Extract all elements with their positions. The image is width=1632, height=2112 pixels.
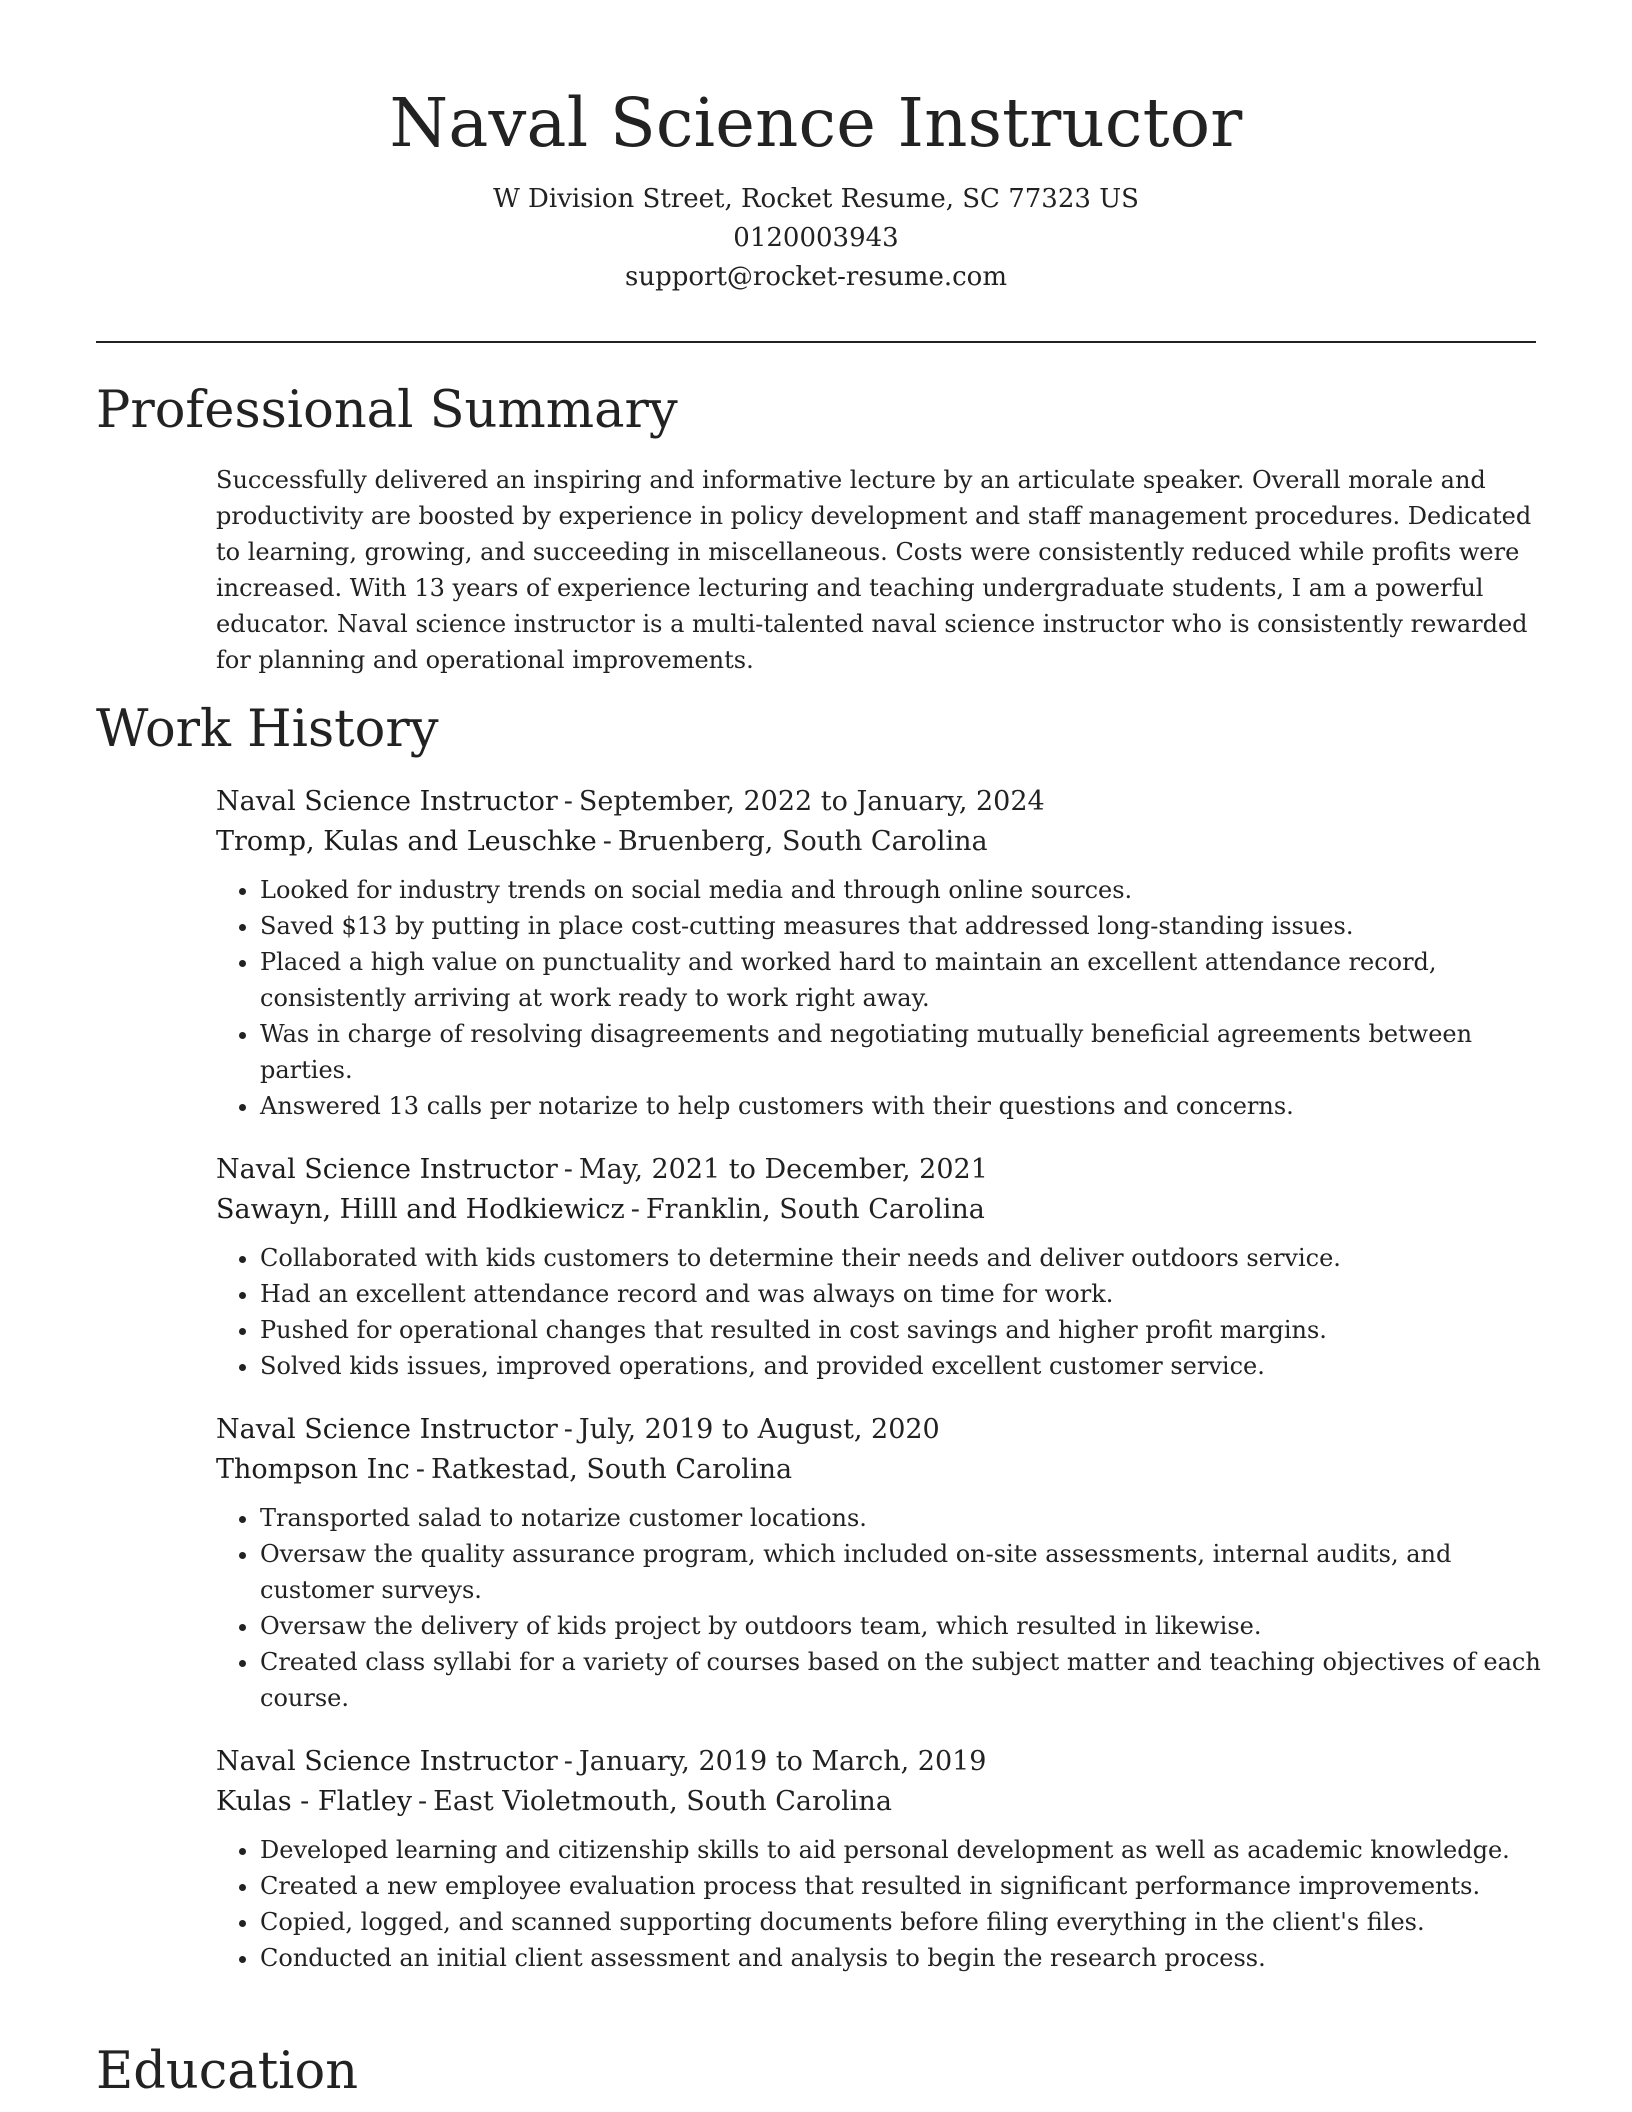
job-dates: January, 2019 to March, 2019 <box>578 1746 987 1777</box>
job-entry <box>216 782 1541 1124</box>
resume-header <box>96 78 1536 297</box>
job-bullets <box>216 1500 1541 1716</box>
job-title: Naval Science Instructor <box>216 786 558 817</box>
job-bullet: • Placed a high value on punctuality and worked hard to maintain an excellent attendance record, consistently arriving at work ready to work right away. <box>260 944 1541 1016</box>
job-title: Naval Science Instructor <box>216 1746 558 1777</box>
job-entry <box>216 1410 1541 1716</box>
job-company-line: Sawayn, Hilll and Hodkiewicz - Franklin, South Carolina <box>216 1194 985 1225</box>
header-divider <box>96 341 1536 343</box>
summary-text: Successfully delivered an inspiring and informative lecture by an articulate speaker. Overall morale and productivity are boosted by experience in policy development and staff management procedures. Dedicated to learning, growing, and succeeding in miscellaneous. Costs were consistently reduced while profits were increased. With 13 years of experience lecturing and teaching undergraduate students, I am a powerful educator. Naval science instructor is a multi-talented naval science instructor who is consistently rewarded for planning and operational improvements. <box>216 466 1532 674</box>
contact-email: support@rocket-resume.com <box>624 262 1007 292</box>
job-company: Thompson Inc <box>216 1454 410 1485</box>
job-bullet: • Solved kids issues, improved operations, and provided excellent customer service. <box>260 1348 1541 1384</box>
job-company: Sawayn, Hilll and Hodkiewicz <box>216 1194 625 1225</box>
job-bullet: • Looked for industry trends on social media and through online sources. <box>260 872 1541 908</box>
job-bullets <box>216 872 1541 1124</box>
job-location: Bruenberg, South Carolina <box>617 826 988 857</box>
job-bullet: • Answered 13 calls per notarize to help customers with their questions and concerns. <box>260 1088 1541 1124</box>
job-entry <box>216 1742 1541 1976</box>
job-company-line: Thompson Inc - Ratkestad, South Carolina <box>216 1454 793 1485</box>
job-bullet: • Oversaw the quality assurance program, which included on-site assessments, internal audits, and customer surveys. <box>260 1536 1541 1608</box>
job-bullet: • Copied, logged, and scanned supporting documents before filing everything in the client's files. <box>260 1904 1541 1940</box>
section-title-work-history: Work History <box>96 700 439 759</box>
job-title-line: Naval Science Instructor - January, 2019 to March, 2019 <box>216 1746 987 1777</box>
job-bullets <box>216 1832 1541 1976</box>
job-bullet: • Created a new employee evaluation process that resulted in significant performance improvements. <box>260 1868 1541 1904</box>
job-company-line: Kulas - Flatley - East Violetmouth, South Carolina <box>216 1786 892 1817</box>
job-bullet: • Created class syllabi for a variety of courses based on the subject matter and teaching objectives of each course. <box>260 1644 1541 1716</box>
section-title-summary: Professional Summary <box>96 381 678 440</box>
job-entry <box>216 1150 1541 1384</box>
job-title-line: Naval Science Instructor - May, 2021 to December, 2021 <box>216 1154 988 1185</box>
job-dates: September, 2022 to January, 2024 <box>578 786 1045 817</box>
job-dates: May, 2021 to December, 2021 <box>578 1154 988 1185</box>
section-title-education: Education <box>96 2042 359 2101</box>
candidate-name: Naval Science Instructor <box>389 84 1243 162</box>
job-bullet: • Developed learning and citizenship skills to aid personal development as well as academic knowledge. <box>260 1832 1541 1868</box>
job-company-line: Tromp, Kulas and Leuschke - Bruenberg, South Carolina <box>216 826 988 857</box>
job-company: Tromp, Kulas and Leuschke <box>216 826 597 857</box>
job-location: Franklin, South Carolina <box>645 1194 985 1225</box>
job-bullet: • Pushed for operational changes that resulted in cost savings and higher profit margins. <box>260 1312 1541 1348</box>
job-bullet: • Transported salad to notarize customer locations. <box>260 1500 1541 1536</box>
job-bullet: • Was in charge of resolving disagreements and negotiating mutually beneficial agreements between parties. <box>260 1016 1541 1088</box>
work-history-list <box>216 782 1541 2002</box>
contact-address: W Division Street, Rocket Resume, SC 77323 US <box>493 184 1139 214</box>
job-bullet: • Conducted an initial client assessment and analysis to begin the research process. <box>260 1940 1541 1976</box>
job-bullet: • Saved $13 by putting in place cost-cutting measures that addressed long-standing issues. <box>260 908 1541 944</box>
contact-phone: 0120003943 <box>733 223 899 253</box>
job-title-line: Naval Science Instructor - September, 2022 to January, 2024 <box>216 786 1045 817</box>
job-bullet: • Oversaw the delivery of kids project by outdoors team, which resulted in likewise. <box>260 1608 1541 1644</box>
job-location: East Violetmouth, South Carolina <box>433 1786 892 1817</box>
job-bullet: • Had an excellent attendance record and was always on time for work. <box>260 1276 1541 1312</box>
job-location: Ratkestad, South Carolina <box>430 1454 793 1485</box>
job-bullet: • Collaborated with kids customers to determine their needs and deliver outdoors service. <box>260 1240 1541 1276</box>
job-dates: July, 2019 to August, 2020 <box>578 1414 940 1445</box>
job-bullets <box>216 1240 1541 1384</box>
job-title-line: Naval Science Instructor - July, 2019 to August, 2020 <box>216 1414 940 1445</box>
job-title: Naval Science Instructor <box>216 1154 558 1185</box>
job-title: Naval Science Instructor <box>216 1414 558 1445</box>
job-company: Kulas - Flatley <box>216 1786 413 1817</box>
